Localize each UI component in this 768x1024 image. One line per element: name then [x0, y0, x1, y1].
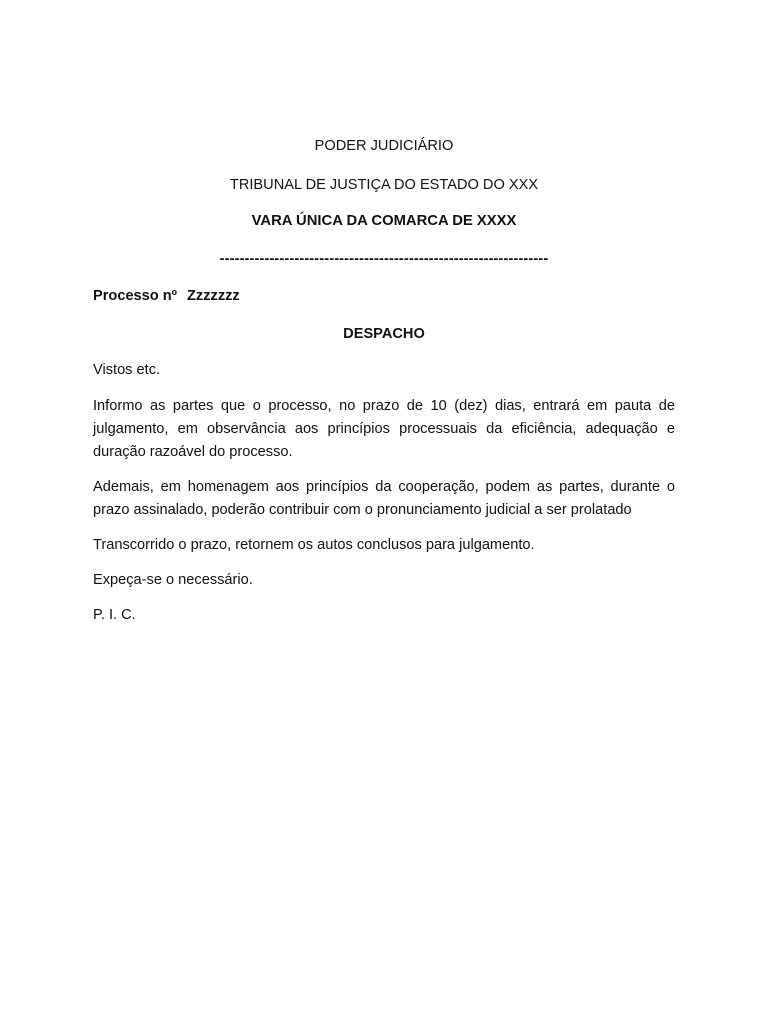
paragraph-pic: P. I. C. [93, 607, 136, 623]
paragraph-informo: Informo as partes que o processo, no prazo de 10 (dez) dias, entrará em pauta de julgamento, em observância aos princípios processuais da eficiência, adequação e duração razoável do processo. [93, 398, 675, 460]
document-title: DESPACHO [343, 326, 425, 342]
process-number-line [93, 288, 240, 305]
paragraph-vistos: Vistos etc. [93, 362, 161, 378]
header-tribunal: TRIBUNAL DE JUSTIÇA DO ESTADO DO XXX [229, 177, 539, 193]
header-separator: ------------------------------------------------------------------ [219, 251, 549, 267]
paragraph-expeca: Expeça-se o necessário. [93, 572, 253, 588]
header-court-power: PODER JUDICIÁRIO [314, 138, 454, 154]
paragraph-transcorrido: Transcorrido o prazo, retornem os autos conclusos para julgamento. [93, 537, 535, 553]
header-vara: VARA ÚNICA DA COMARCA DE XXXX [251, 213, 517, 229]
process-value: Zzzzzzz [187, 288, 240, 304]
process-label: Processo nº [93, 288, 178, 304]
paragraph-ademais: Ademais, em homenagem aos princípios da cooperação, podem as partes, durante o prazo assinalado, poderão contribuir com o pronunciamento judicial a ser prolatado [93, 479, 675, 518]
